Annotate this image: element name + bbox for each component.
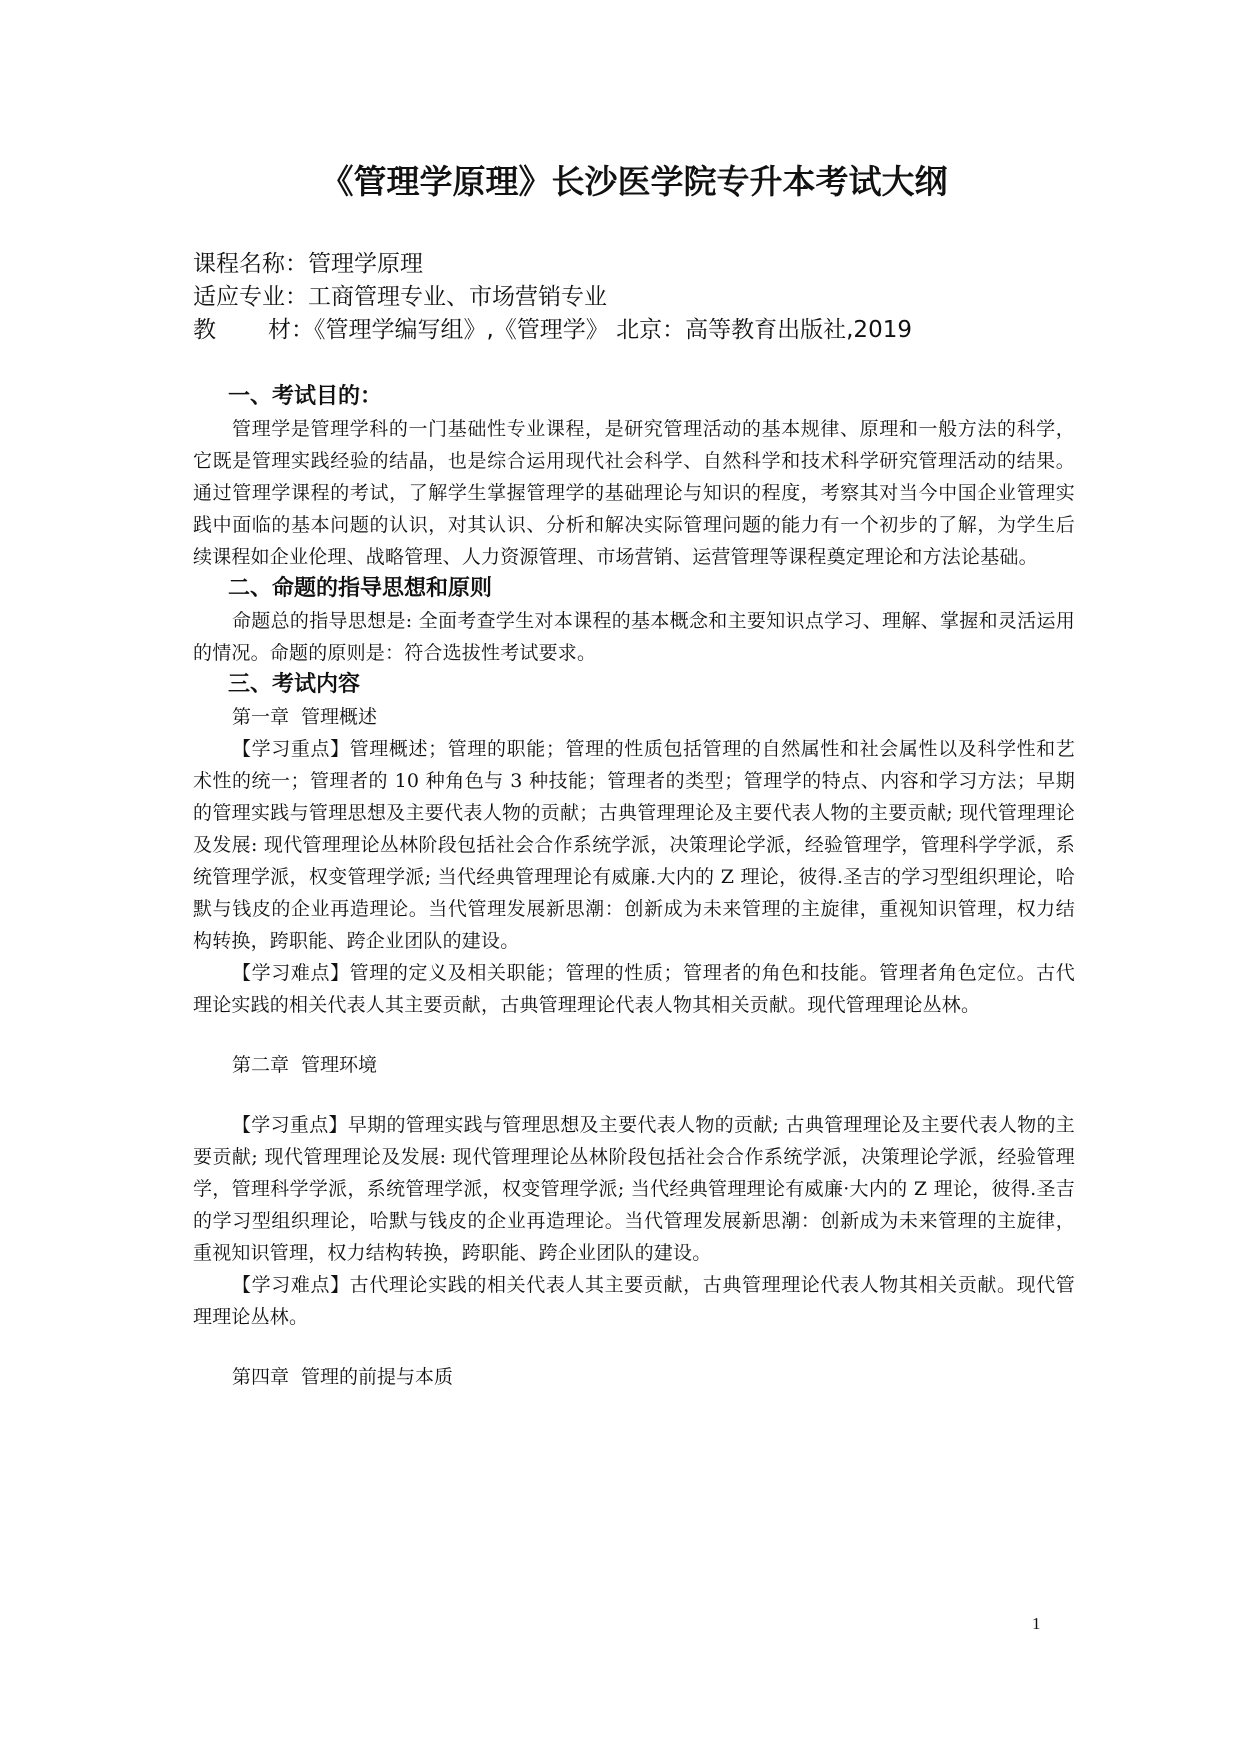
chapter-1-key-points: 【学习重点】管理概述；管理的职能；管理的性质包括管理的自然属性和社会属性以及科学性和艺术性的统一；管理者的 10 种角色与 3 种技能；管理者的类型；管理学的特点、内容和学习方法；早期的管理实践与管理思想及主要代表人物的贡献；古典管理理论及主要代表人物的主要贡献; 现代管理理论及发展: 现代管理理论丛林阶段包括社会合作系统学派，决策理论学派，经验管理学，管理科学学派，系统管理学派，权变管理学派; 当代经典管理理论有威廉.大内的 Z 理论，彼得.圣吉的学习型组织理论，哈默与钱皮的企业再造理论。当代管理发展新思潮：创新成为未来管理的主旋律，重视知识管理，权力结构转换，跨职能、跨企业团队的建设。 bbox=[193, 738, 1075, 952]
textbook-label-char-2: 材： bbox=[268, 317, 314, 343]
course-info bbox=[193, 248, 1075, 347]
guiding-principles-paragraph: 命题总的指导思想是: 全面考查学生对本课程的基本概念和主要知识点学习、理解、掌握和灵活运用的情况。命题的原则是：符合选拔性考试要求。 bbox=[193, 610, 1075, 664]
exam-purpose-paragraph: 管理学是管理学科的一门基础性专业课程，是研究管理活动的基本规律、原理和一般方法的科学，它既是管理实践经验的结晶，也是综合运用现代社会科学、自然科学和技术科学研究管理活动的结果。通过管理学课程的考试，了解学生掌握管理学的基础理论与知识的程度，考察其对当今中国企业管理实践中面临的基本问题的认识，对其认识、分析和解决实际管理问题的能力有一个初步的了解，为学生后续课程如企业伦理、战略管理、人力资源管理、市场营销、运营管理等课程奠定理论和方法论基础。 bbox=[193, 418, 1075, 568]
chapter-2-number: 第二章 bbox=[232, 1054, 290, 1076]
textbook-line bbox=[193, 314, 1075, 347]
chapter-2-difficulties: 【学习难点】古代理论实践的相关代表人其主要贡献，古典管理理论代表人物其相关贡献。现代管理理论丛林。 bbox=[193, 1274, 1075, 1328]
textbook-value: 《管理学编写组》,《管理学》 北京：高等教育出版社,2019 bbox=[314, 317, 912, 343]
chapter-1-heading bbox=[193, 701, 1075, 733]
chapter-4-name: 管理的前提与本质 bbox=[301, 1366, 454, 1388]
chapter-1-difficulties: 【学习难点】管理的定义及相关职能；管理的性质；管理者的角色和技能。管理者角色定位。古代理论实践的相关代表人其主要贡献，古典管理理论代表人物其相关贡献。现代管理理论丛林。 bbox=[193, 962, 1075, 1016]
document-title: 《管理学原理》长沙医学院专升本考试大纲 bbox=[320, 162, 948, 201]
chapter-spacing bbox=[193, 1333, 1075, 1361]
applicable-major-line bbox=[193, 281, 1075, 314]
chapter-spacing bbox=[193, 1081, 1075, 1109]
chapter-2-heading bbox=[193, 1049, 1075, 1081]
chapter-spacing bbox=[193, 1021, 1075, 1049]
section-heading-exam-purpose: 一、考试目的： bbox=[228, 384, 383, 409]
section-heading-guiding-principles: 二、命题的指导思想和原则 bbox=[228, 576, 493, 601]
applicable-major-value: 工商管理专业、市场营销专业 bbox=[308, 284, 607, 310]
chapter-2-key-points: 【学习重点】早期的管理实践与管理思想及主要代表人物的贡献; 古典管理理论及主要代表人物的主要贡献; 现代管理理论及发展: 现代管理理论丛林阶段包括社会合作系统学派，决策理论学派，经验管理学，管理科学学派，系统管理学派，权变管理学派; 当代经典管理理论有威廉·大内的 Z 理论，彼得.圣吉的学习型组织理论，哈默与钱皮的企业再造理论。当代管理发展新思潮：创新成为未来管理的主旋律，重视知识管理，权力结构转换，跨职能、跨企业团队的建设。 bbox=[193, 1114, 1075, 1264]
section-heading-exam-content: 三、考试内容 bbox=[228, 672, 361, 697]
course-name-value: 管理学原理 bbox=[308, 251, 423, 277]
applicable-major-label: 适应专业： bbox=[193, 284, 308, 310]
chapter-4-number: 第四章 bbox=[232, 1366, 290, 1388]
chapter-1-name: 管理概述 bbox=[301, 706, 378, 728]
course-name-line bbox=[193, 248, 1075, 281]
page-number: 1 bbox=[1032, 1614, 1041, 1633]
chapter-2-name: 管理环境 bbox=[301, 1054, 378, 1076]
chapter-4-heading bbox=[193, 1361, 1075, 1393]
chapter-1-number: 第一章 bbox=[232, 706, 290, 728]
textbook-label-char-1: 教 bbox=[193, 317, 216, 343]
course-name-label: 课程名称： bbox=[193, 251, 308, 277]
